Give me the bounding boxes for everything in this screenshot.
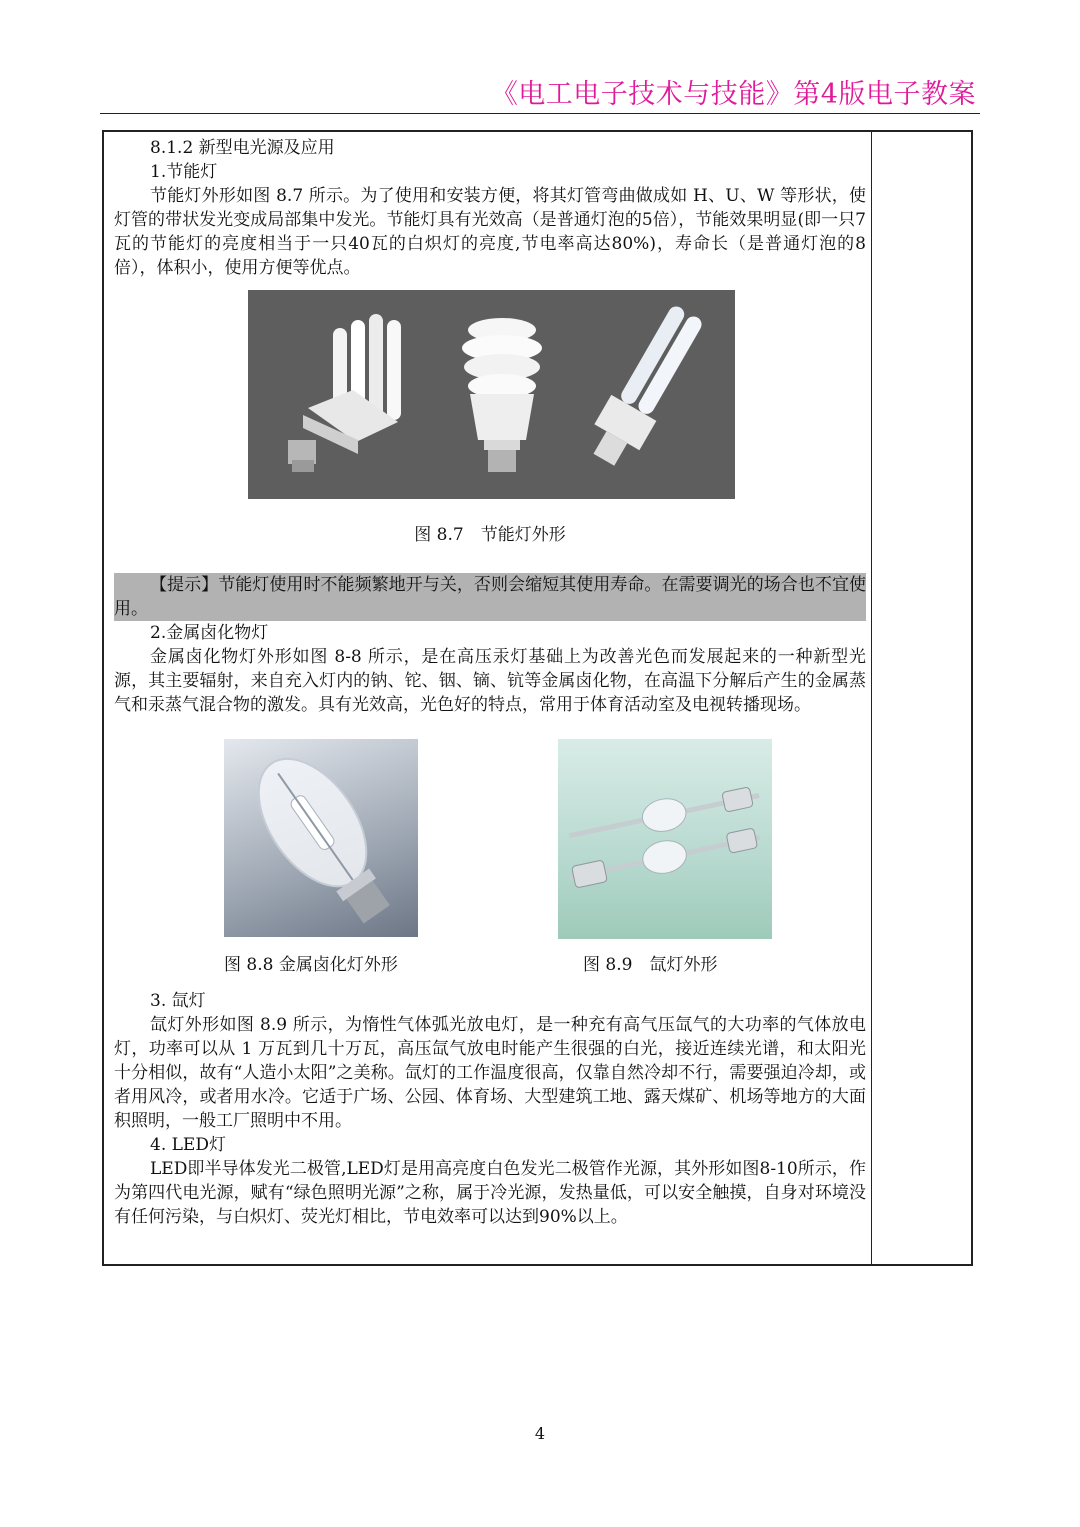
main-content-cell bbox=[114, 136, 866, 1229]
paragraph-energy-saving-lamp: 节能灯外形如图 8.7 所示。为了使用和安装方便，将其灯管弯曲做成如 H、U、W 等形状，使灯管的带状发光变成局部集中发光。节能灯具有光效高（是普通灯泡的5倍），节能效果明显(即一只7瓦的节能灯的亮度相当于一只40瓦的白炽灯的亮度,节电率高达80%)，寿命长（是普通灯泡的8倍），体积小，使用方便等优点。 bbox=[114, 186, 866, 278]
page-number: 4 bbox=[534, 1424, 546, 1443]
metal-halide-lamp-illustration bbox=[224, 739, 418, 937]
tip-box: 【提示】节能灯使用时不能频繁地开与关，否则会缩短其使用寿命。在需要调光的场合也不宜使用。 bbox=[114, 575, 866, 619]
xenon-lamps-illustration bbox=[558, 739, 772, 939]
header-rule bbox=[100, 113, 980, 114]
lesson-table bbox=[102, 130, 973, 1266]
figure-metal-halide-lamp bbox=[224, 739, 418, 937]
heading-led-lamp: 4. LED灯 bbox=[150, 1135, 226, 1155]
figure-8-7-caption: 图 8.7 节能灯外形 bbox=[414, 525, 566, 545]
heading-metal-halide-lamp: 2.金属卤化物灯 bbox=[150, 623, 269, 643]
column-divider bbox=[871, 132, 872, 1264]
energy-saving-lamps-illustration bbox=[248, 290, 735, 499]
paragraph-led-lamp: LED即半导体发光二极管,LED灯是用高亮度白色发光二极管作光源，其外形如图8-10所示，作为第四代电光源，赋有“绿色照明光源”之称，属于冷光源，发热量低，可以安全触摸，自身对环境没有任何污染，与白炽灯、荧光灯相比，节电效率可以达到90%以上。 bbox=[114, 1159, 866, 1227]
figure-8-9-caption: 图 8.9 氙灯外形 bbox=[583, 955, 718, 975]
figure-xenon-lamp bbox=[558, 739, 772, 939]
figure-energy-saving-lamps bbox=[248, 290, 735, 499]
heading-energy-saving-lamp: 1.节能灯 bbox=[150, 162, 218, 182]
heading-xenon-lamp: 3. 氙灯 bbox=[150, 991, 206, 1011]
figure-row bbox=[114, 739, 866, 989]
section-title: 8.1.2 新型电光源及应用 bbox=[150, 138, 335, 158]
document-header-title: 《电工电子技术与技能》第4版电子教案 bbox=[490, 79, 976, 110]
figure-8-8-caption: 图 8.8 金属卤化灯外形 bbox=[224, 955, 398, 975]
paragraph-metal-halide-lamp: 金属卤化物灯外形如图 8-8 所示，是在高压汞灯基础上为改善光色而发展起来的一种新型光源，其主要辐射，来自充入灯内的钠、铊、铟、镝、钪等金属卤化物，在高温下分解后产生的金属蒸气和汞蒸气混合物的激发。具有光效高，光色好的特点，常用于体育活动室及电视转播现场。 bbox=[114, 647, 866, 715]
paragraph-xenon-lamp: 氙灯外形如图 8.9 所示，为惰性气体弧光放电灯，是一种充有高气压氙气的大功率的气体放电灯，功率可以从 1 万瓦到几十万瓦，高压氙气放电时能产生很强的白光，接近连续光谱，和太阳光十分相似，故有“人造小太阳”之美称。氙灯的工作温度很高，仅靠自然冷却不行，需要强迫冷却，或者用风冷，或者用水冷。它适于广场、公园、体育场、大型建筑工地、露天煤矿、机场等地方的大面积照明，一般工厂照明中不用。 bbox=[114, 1015, 866, 1131]
